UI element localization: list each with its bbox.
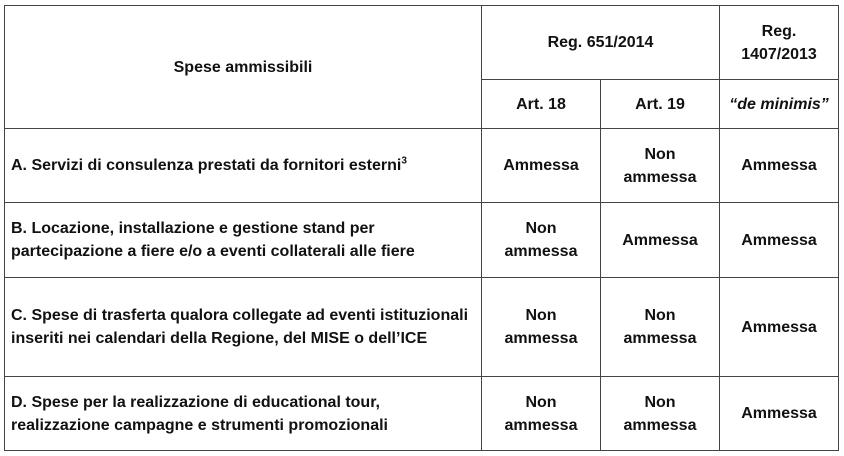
row-label: A. Servizi di consulenza prestati da fornitori esterni$^3$ bbox=[5, 129, 482, 203]
header-art-18: Art. 18 bbox=[482, 80, 601, 129]
cell-art-18: Non ammessa bbox=[482, 377, 601, 451]
cell-art-19: Non ammessa bbox=[601, 278, 720, 377]
cell-art-19: Non ammessa bbox=[601, 377, 720, 451]
spese-table bbox=[4, 5, 838, 450]
cell-art-18: Non ammessa bbox=[482, 203, 601, 278]
header-reg-651: Reg. 651/2014 bbox=[482, 6, 720, 80]
header-art-19: Art. 19 bbox=[601, 80, 720, 129]
table-row bbox=[5, 377, 839, 451]
header-reg-1407: Reg. 1407/2013 bbox=[720, 6, 839, 80]
cell-art-19: Non ammessa bbox=[601, 129, 720, 203]
footnote-marker: 3 bbox=[401, 155, 407, 167]
cell-art-18: Non ammessa bbox=[482, 278, 601, 377]
cell-de-minimis: Ammessa bbox=[720, 377, 839, 451]
table-row bbox=[5, 129, 839, 203]
header-de-minimis: “de minimis” bbox=[720, 80, 839, 129]
cell-art-19: Ammessa bbox=[601, 203, 720, 278]
header-spese: Spese ammissibili bbox=[5, 6, 482, 129]
row-label: B. Locazione, installazione e gestione stand per partecipazione a fiere e/o a eventi collaterali alle fiere bbox=[5, 203, 482, 278]
cell-de-minimis: Ammessa bbox=[720, 203, 839, 278]
table-row bbox=[5, 278, 839, 377]
cell-de-minimis: Ammessa bbox=[720, 129, 839, 203]
table-row bbox=[5, 203, 839, 278]
row-label: C. Spese di trasferta qualora collegate ad eventi istituzionali inseriti nei calendari della Regione, del MISE o dell’ICE bbox=[5, 278, 482, 377]
cell-art-18: Ammessa bbox=[482, 129, 601, 203]
cell-de-minimis: Ammessa bbox=[720, 278, 839, 377]
row-label: D. Spese per la realizzazione di educational tour, realizzazione campagne e strumenti promozionali bbox=[5, 377, 482, 451]
